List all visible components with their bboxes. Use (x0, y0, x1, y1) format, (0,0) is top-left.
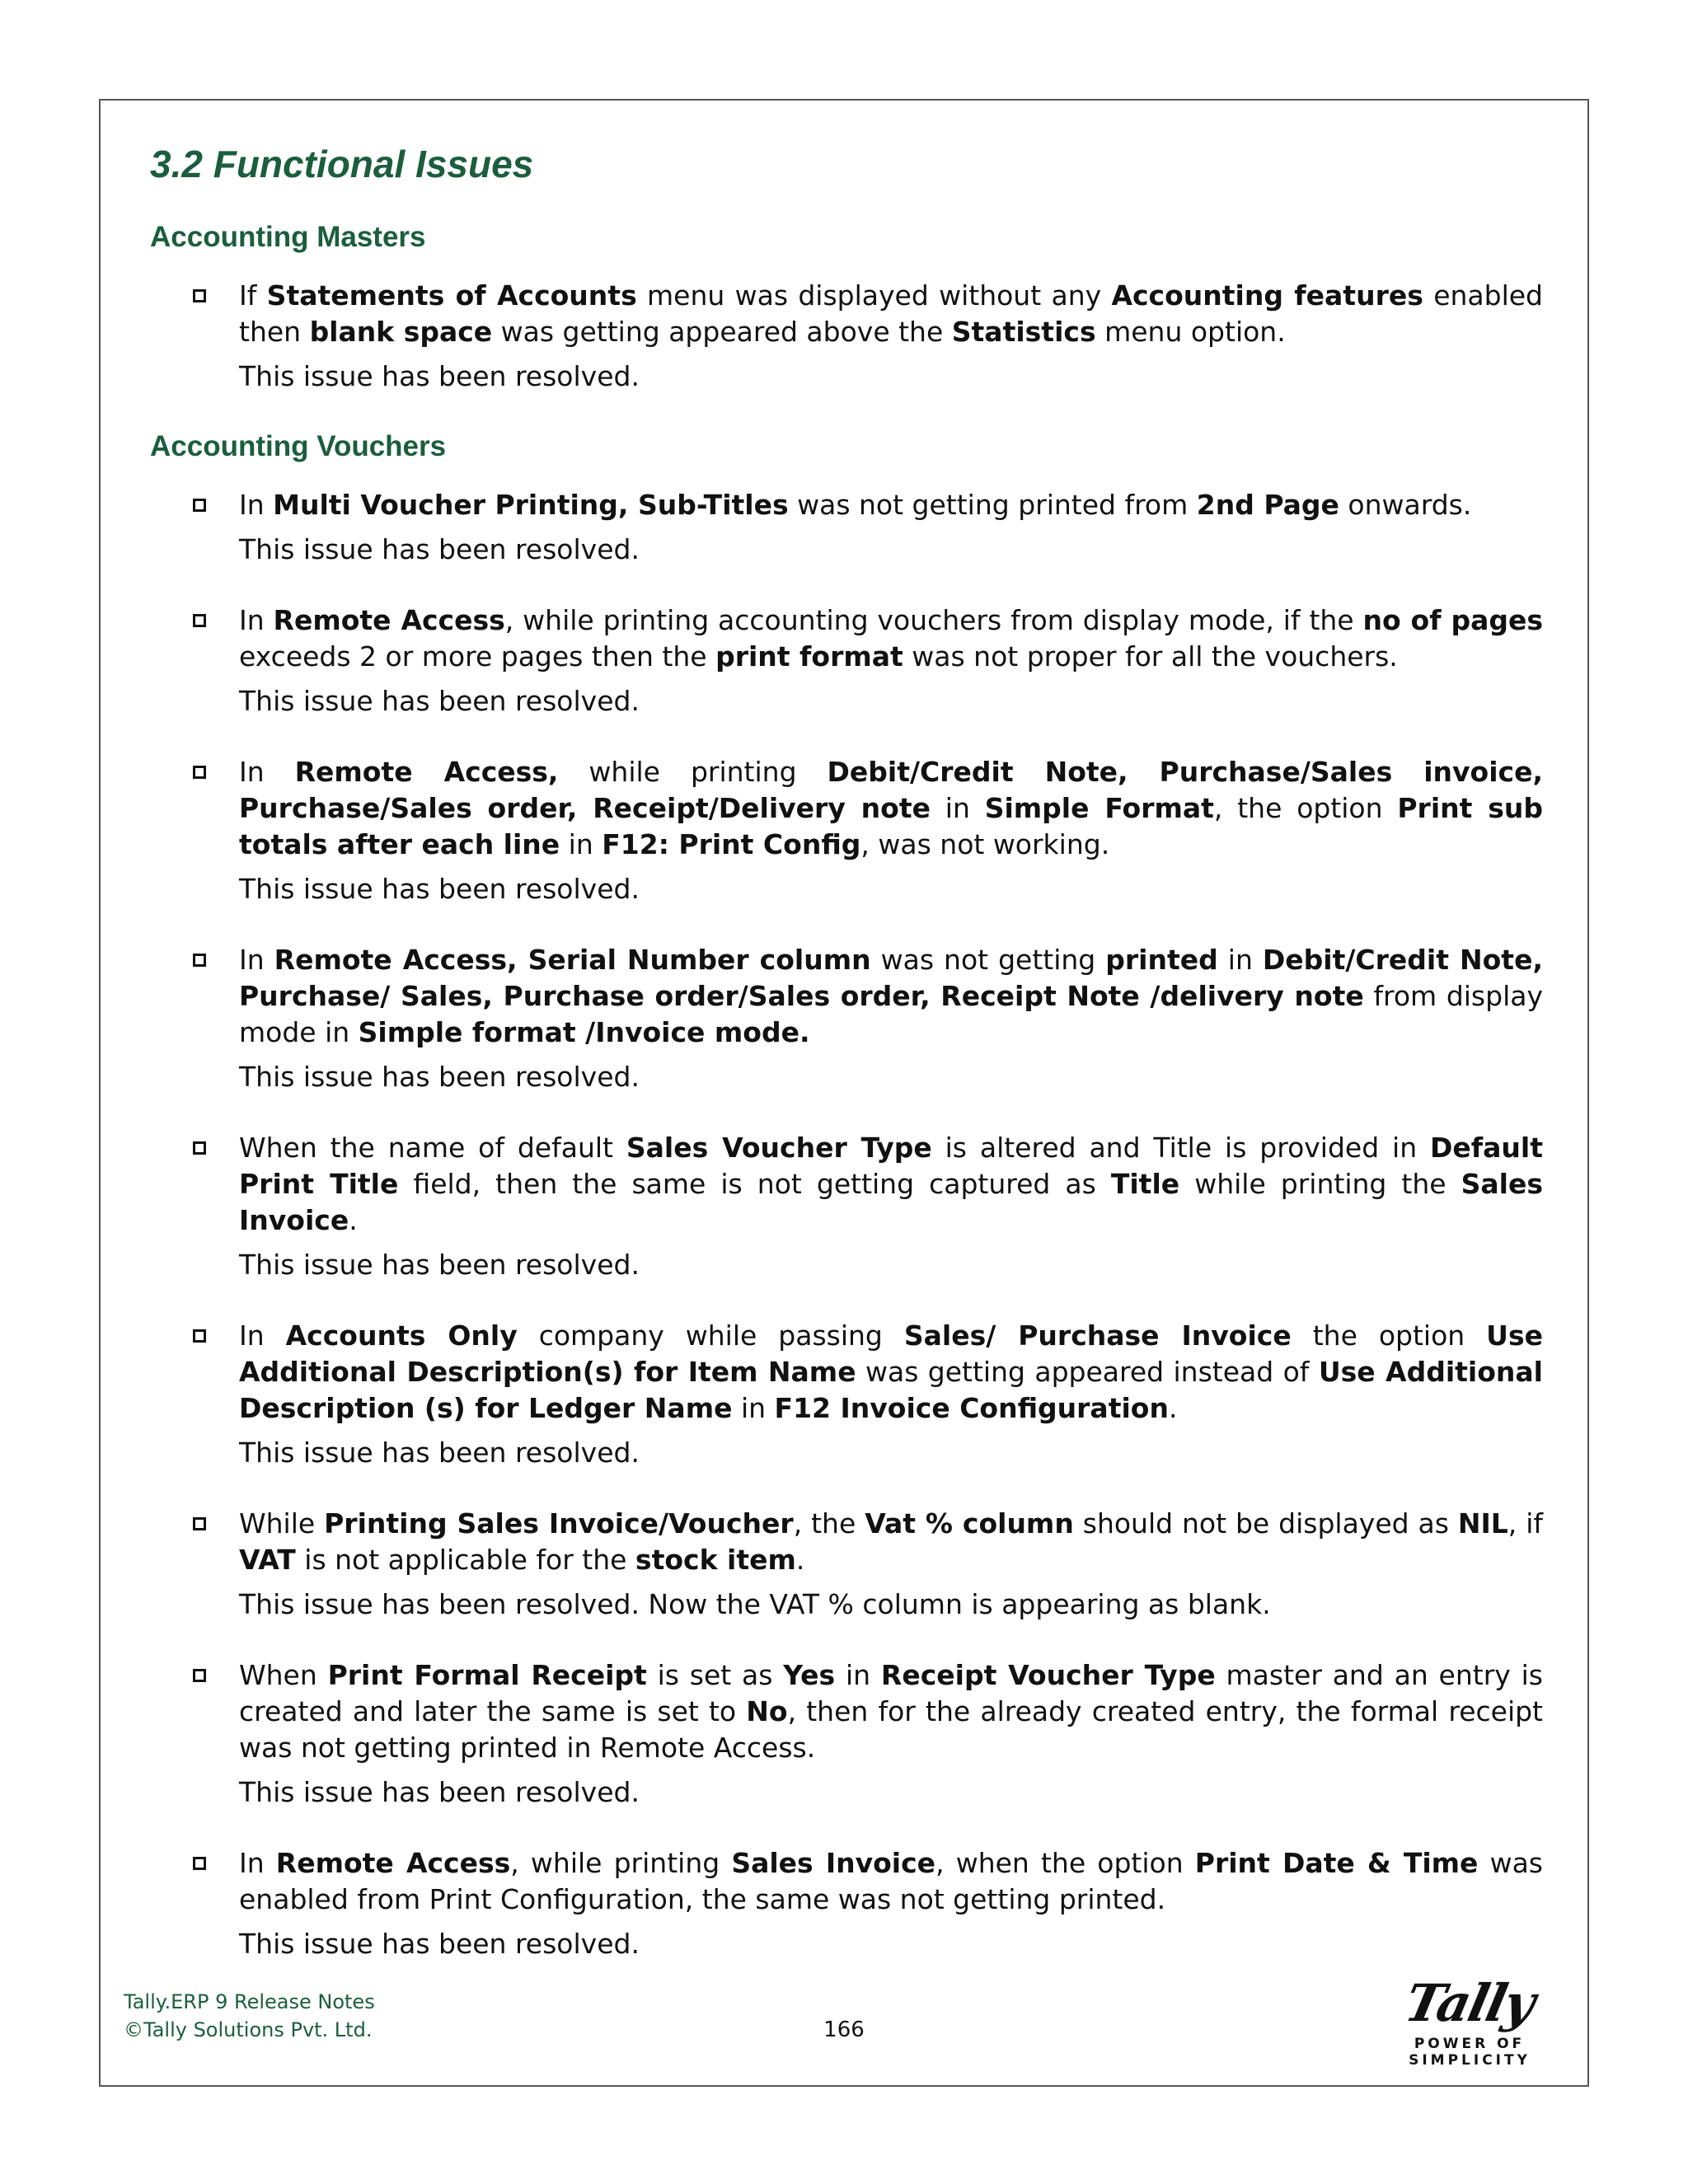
issue-item (150, 1657, 1543, 1811)
issue-resolution: This issue has been resolved. (239, 1061, 640, 1094)
issue-description (239, 1130, 1543, 1239)
description-text: field, then the same is not getting captured as (398, 1168, 1111, 1201)
emphasis-text: Statements of Accounts (266, 279, 637, 312)
emphasis-text: VAT (239, 1544, 296, 1577)
emphasis-text: No (746, 1695, 788, 1728)
page-title: 3.2 Functional Issues (150, 143, 534, 185)
issue-description (239, 602, 1543, 675)
issue-description (239, 1657, 1543, 1766)
sections-container (150, 220, 1543, 1962)
issue-resolution: This issue has been resolved. (239, 873, 640, 906)
emphasis-text: Default Print Title (239, 1132, 1543, 1201)
issue-item (150, 1845, 1543, 1962)
issue-resolution: This issue has been resolved. Now the VAT % column is appearing as blank. (239, 1588, 1271, 1621)
tally-logo (1375, 1975, 1564, 2069)
issue-list (150, 487, 1543, 1962)
description-text: in (732, 1392, 775, 1425)
emphasis-text: 2nd Page (1196, 489, 1339, 522)
emphasis-text: Yes (783, 1659, 836, 1692)
description-text: In (239, 604, 274, 637)
section-title: Accounting Vouchers (150, 430, 447, 463)
description-text: while printing the (1179, 1168, 1461, 1201)
issue-resolution: This issue has been resolved. (239, 533, 640, 566)
section-title: Accounting Masters (150, 221, 426, 254)
emphasis-text: Use Additional Description(s) for Item Name (239, 1319, 1543, 1389)
description-text: is not applicable for the (295, 1544, 635, 1577)
description-text: . (1168, 1392, 1178, 1425)
emphasis-text: Print Date & Time (1194, 1847, 1479, 1880)
square-bullet-icon (193, 1517, 206, 1530)
issue-description (239, 942, 1543, 1051)
issue-item (150, 487, 1543, 568)
emphasis-text: stock item (635, 1544, 796, 1577)
emphasis-text: Sales Invoice (239, 1168, 1543, 1237)
issue-item (150, 602, 1543, 719)
description-text: In (239, 489, 274, 522)
description-text: is altered and Title is provided in (931, 1132, 1431, 1165)
description-text: , if (1507, 1507, 1543, 1540)
emphasis-text: Receipt Voucher Type (880, 1659, 1216, 1692)
description-text: , when the option (935, 1847, 1195, 1880)
emphasis-text: Accounting features (1111, 279, 1423, 312)
emphasis-text: Remote Access (273, 604, 505, 637)
issue-description (239, 278, 1543, 350)
emphasis-text: Simple format /Invoice mode. (358, 1016, 810, 1049)
emphasis-text: no of pages (1362, 604, 1544, 637)
footer-copyright: ©Tally Solutions Pvt. Ltd. (124, 2018, 373, 2041)
description-text: , while printing (510, 1847, 732, 1880)
description-text: while printing (558, 756, 828, 789)
emphasis-text: NIL (1457, 1507, 1508, 1540)
page-content (150, 142, 1543, 1997)
issue-resolution: This issue has been resolved. (239, 1776, 640, 1809)
issue-item (150, 278, 1543, 395)
description-text: , the option (1213, 792, 1398, 825)
description-text: , the (793, 1507, 865, 1540)
description-text: In (239, 1319, 286, 1352)
issue-item (150, 754, 1543, 907)
description-text: menu was displayed without any (636, 279, 1112, 312)
description-text: in (835, 1659, 881, 1692)
description-text: from display mode in (239, 980, 1543, 1049)
issue-description (239, 1506, 1543, 1578)
issue-resolution: This issue has been resolved. (239, 1436, 640, 1469)
issue-resolution: This issue has been resolved. (239, 685, 640, 718)
square-bullet-icon (193, 614, 206, 627)
emphasis-text: Multi Voucher Printing, Sub-Titles (273, 489, 789, 522)
issue-list (150, 278, 1543, 395)
description-text: company while passing (517, 1319, 904, 1352)
issue-description (239, 1318, 1543, 1427)
description-text: was not getting (870, 944, 1106, 977)
description-text: . (349, 1204, 358, 1237)
emphasis-text: Statistics (951, 316, 1096, 349)
emphasis-text: Title (1110, 1168, 1180, 1201)
tally-logo-tagline: POWER OF SIMPLICITY (1409, 2036, 1531, 2069)
emphasis-text: Use Additional Description (s) for Ledger Name (239, 1356, 1543, 1425)
description-text: was getting appeared above the (492, 316, 952, 349)
emphasis-text: Debit/Credit Note, Purchase/Sales invoice, Purchase/Sales order, Receipt/Delivery note (239, 756, 1544, 825)
description-text: was enabled from Print Configuration, the same was not getting printed. (239, 1847, 1543, 1916)
square-bullet-icon (193, 1857, 206, 1870)
description-text: menu option. (1095, 316, 1286, 349)
emphasis-text: Sales/ Purchase Invoice (903, 1319, 1292, 1352)
description-text: In (239, 756, 295, 789)
square-bullet-icon (193, 499, 206, 512)
issue-item (150, 1506, 1543, 1623)
emphasis-text: Remote Access, Serial Number column (274, 944, 871, 977)
emphasis-text: Debit/Credit Note, Purchase/ Sales, Purchase order/Sales order, Receipt Note /delivery note (239, 944, 1544, 1013)
emphasis-text: Remote Access, (294, 756, 559, 789)
emphasis-text: print format (715, 640, 903, 673)
description-text: If (239, 279, 267, 312)
description-text: exceeds 2 or more pages then the (239, 640, 716, 673)
description-text: should not be displayed as (1073, 1507, 1458, 1540)
emphasis-text: F12: Print Config (602, 828, 861, 861)
issue-description (239, 754, 1543, 863)
emphasis-text: Vat % column (865, 1507, 1074, 1540)
description-text: While (239, 1507, 325, 1540)
issue-resolution: This issue has been resolved. (239, 360, 640, 393)
footer-release-notes: Tally.ERP 9 Release Notes (124, 1990, 375, 2013)
emphasis-text: Print Formal Receipt (327, 1659, 647, 1692)
description-text: master and an entry is created and later the same is set to (239, 1659, 1543, 1728)
issue-item (150, 1130, 1543, 1283)
description-text: , was not working. (860, 828, 1110, 861)
description-text: When (239, 1659, 328, 1692)
description-text: was getting appeared instead of (856, 1356, 1319, 1389)
issue-resolution: This issue has been resolved. (239, 1928, 640, 1961)
page-frame (99, 99, 1589, 2087)
footer-notes (124, 1988, 375, 2044)
square-bullet-icon (193, 954, 206, 967)
issue-description (239, 487, 1543, 523)
emphasis-text: Remote Access (275, 1847, 511, 1880)
emphasis-text: printed (1105, 944, 1218, 977)
description-text: , then for the already created entry, the formal receipt was not getting printed in Remote Access. (239, 1695, 1543, 1765)
emphasis-text: Print sub totals after each line (239, 792, 1543, 861)
emphasis-text: Sales Invoice (731, 1847, 936, 1880)
description-text: was not proper for all the vouchers. (903, 640, 1398, 673)
issue-description (239, 1845, 1543, 1918)
page-number: 166 (823, 2018, 865, 2042)
square-bullet-icon (193, 766, 206, 779)
description-text: in (560, 828, 603, 861)
issue-item (150, 1318, 1543, 1471)
tally-logo-wordmark: Tally (1400, 1973, 1540, 2033)
issue-item (150, 942, 1543, 1095)
description-text: . (795, 1544, 805, 1577)
square-bullet-icon (193, 1669, 206, 1682)
issue-resolution: This issue has been resolved. (239, 1249, 640, 1282)
description-text: is set as (646, 1659, 784, 1692)
square-bullet-icon (193, 1141, 206, 1155)
description-text: was not getting printed from (788, 489, 1197, 522)
description-text: , while printing accounting vouchers from display mode, if the (504, 604, 1363, 637)
square-bullet-icon (193, 1329, 206, 1343)
description-text: the option (1291, 1319, 1487, 1352)
description-text: When the name of default (239, 1132, 626, 1165)
description-text: onwards. (1339, 489, 1472, 522)
description-text: In (239, 944, 274, 977)
emphasis-text: blank space (309, 316, 493, 349)
emphasis-text: F12 Invoice Configuration (774, 1392, 1169, 1425)
description-text: in (930, 792, 985, 825)
emphasis-text: Simple Format (984, 792, 1214, 825)
description-text: In (239, 1847, 276, 1880)
emphasis-text: Accounts Only (285, 1319, 518, 1352)
description-text: enabled then (239, 279, 1543, 349)
square-bullet-icon (193, 289, 206, 302)
description-text: in (1217, 944, 1263, 977)
emphasis-text: Printing Sales Invoice/Voucher (324, 1507, 794, 1540)
emphasis-text: Sales Voucher Type (626, 1132, 932, 1165)
